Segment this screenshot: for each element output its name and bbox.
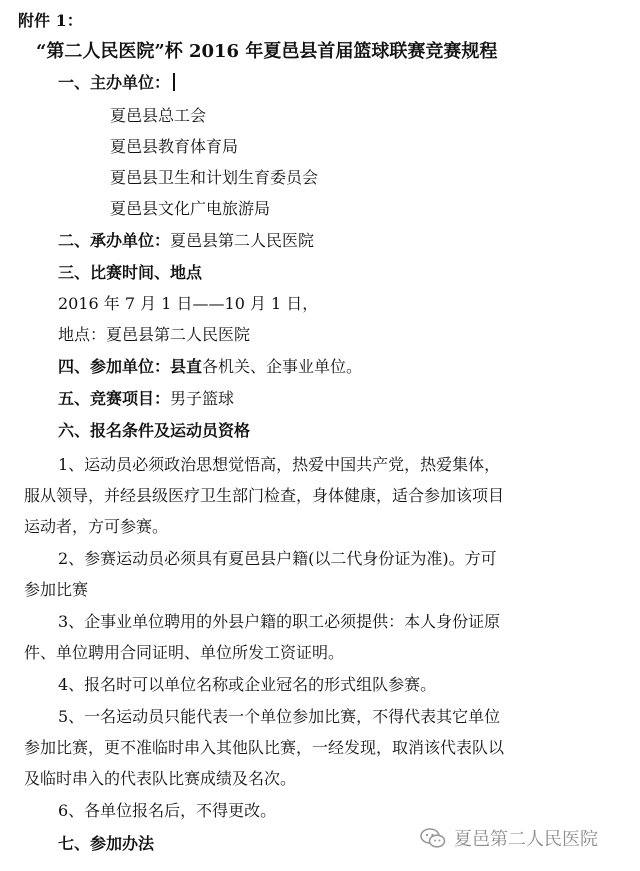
paragraph-line: 5、一名运动员只能代表一个单位参加比赛，不得代表其它单位 <box>58 707 501 726</box>
paragraph-line: 运动者，方可参赛。 <box>24 517 169 536</box>
section-3-place: 地点：夏邑县第二人民医院 <box>58 325 251 344</box>
paragraph-line: 参加比赛，更不准临时串入其他队比赛，一经发现，取消该代表队以 <box>24 738 505 757</box>
section-2 <box>58 230 314 252</box>
organizer-item: 夏邑县总工会 <box>110 106 207 125</box>
section-7-heading: 七、参加办法 <box>58 834 155 853</box>
section-4 <box>58 356 362 378</box>
paragraph-line: 2、参赛运动员必须具有夏邑县户籍(以二代身份证为准)。方可 <box>58 549 497 568</box>
wechat-icon <box>420 827 446 849</box>
watermark-text: 夏邑第二人民医院 <box>454 829 598 850</box>
paragraph-line: 4、报名时可以单位名称或企业冠名的形式组队参赛。 <box>58 675 437 694</box>
section-4-heading: 四、参加单位：县直 <box>58 357 203 376</box>
section-3-heading: 三、比赛时间、地点 <box>58 263 203 282</box>
watermark <box>420 826 598 850</box>
section-1-heading-text: 一、主办单位： <box>58 73 171 92</box>
section-5 <box>58 388 234 410</box>
section-5-value: 男子篮球 <box>170 389 235 408</box>
paragraph-line: 6、各单位报名后，不得更改。 <box>58 801 277 820</box>
paragraph-line: 服从领导，并经县级医疗卫生部门检查，身体健康，适合参加该项目 <box>24 486 505 505</box>
section-2-value: 夏邑县第二人民医院 <box>170 231 315 250</box>
attachment-label: 附件 1： <box>18 11 83 30</box>
paragraph-line: 及临时串入的代表队比赛成绩及名次。 <box>24 769 297 788</box>
section-2-heading: 二、承办单位： <box>58 231 171 250</box>
paragraph-line: 参加比赛 <box>24 580 89 599</box>
organizer-item: 夏邑县文化广电旅游局 <box>110 199 271 218</box>
paragraph-line: 3、企事业单位聘用的外县户籍的职工必须提供：本人身份证原 <box>58 612 501 631</box>
organizer-item: 夏邑县卫生和计划生育委员会 <box>110 168 319 187</box>
section-5-heading: 五、竞赛项目： <box>58 389 171 408</box>
section-1-heading <box>58 72 175 94</box>
section-4-value: 各机关、企事业单位。 <box>202 357 363 376</box>
paragraph-line: 1、运动员必须政治思想觉悟高，热爱中国共产党，热爱集体， <box>58 455 501 474</box>
section-3-time: 2016 年 7 月 1 日——10 月 1 日， <box>58 294 319 313</box>
document-title: “第二人民医院”杯 2016 年夏邑县首届篮球联赛竞赛规程 <box>36 41 498 62</box>
paragraph-line: 件、单位聘用合同证明、单位所发工资证明。 <box>24 643 345 662</box>
organizer-item: 夏邑县教育体育局 <box>110 137 239 156</box>
section-6-heading: 六、报名条件及运动员资格 <box>58 421 251 440</box>
text-cursor <box>173 73 175 91</box>
